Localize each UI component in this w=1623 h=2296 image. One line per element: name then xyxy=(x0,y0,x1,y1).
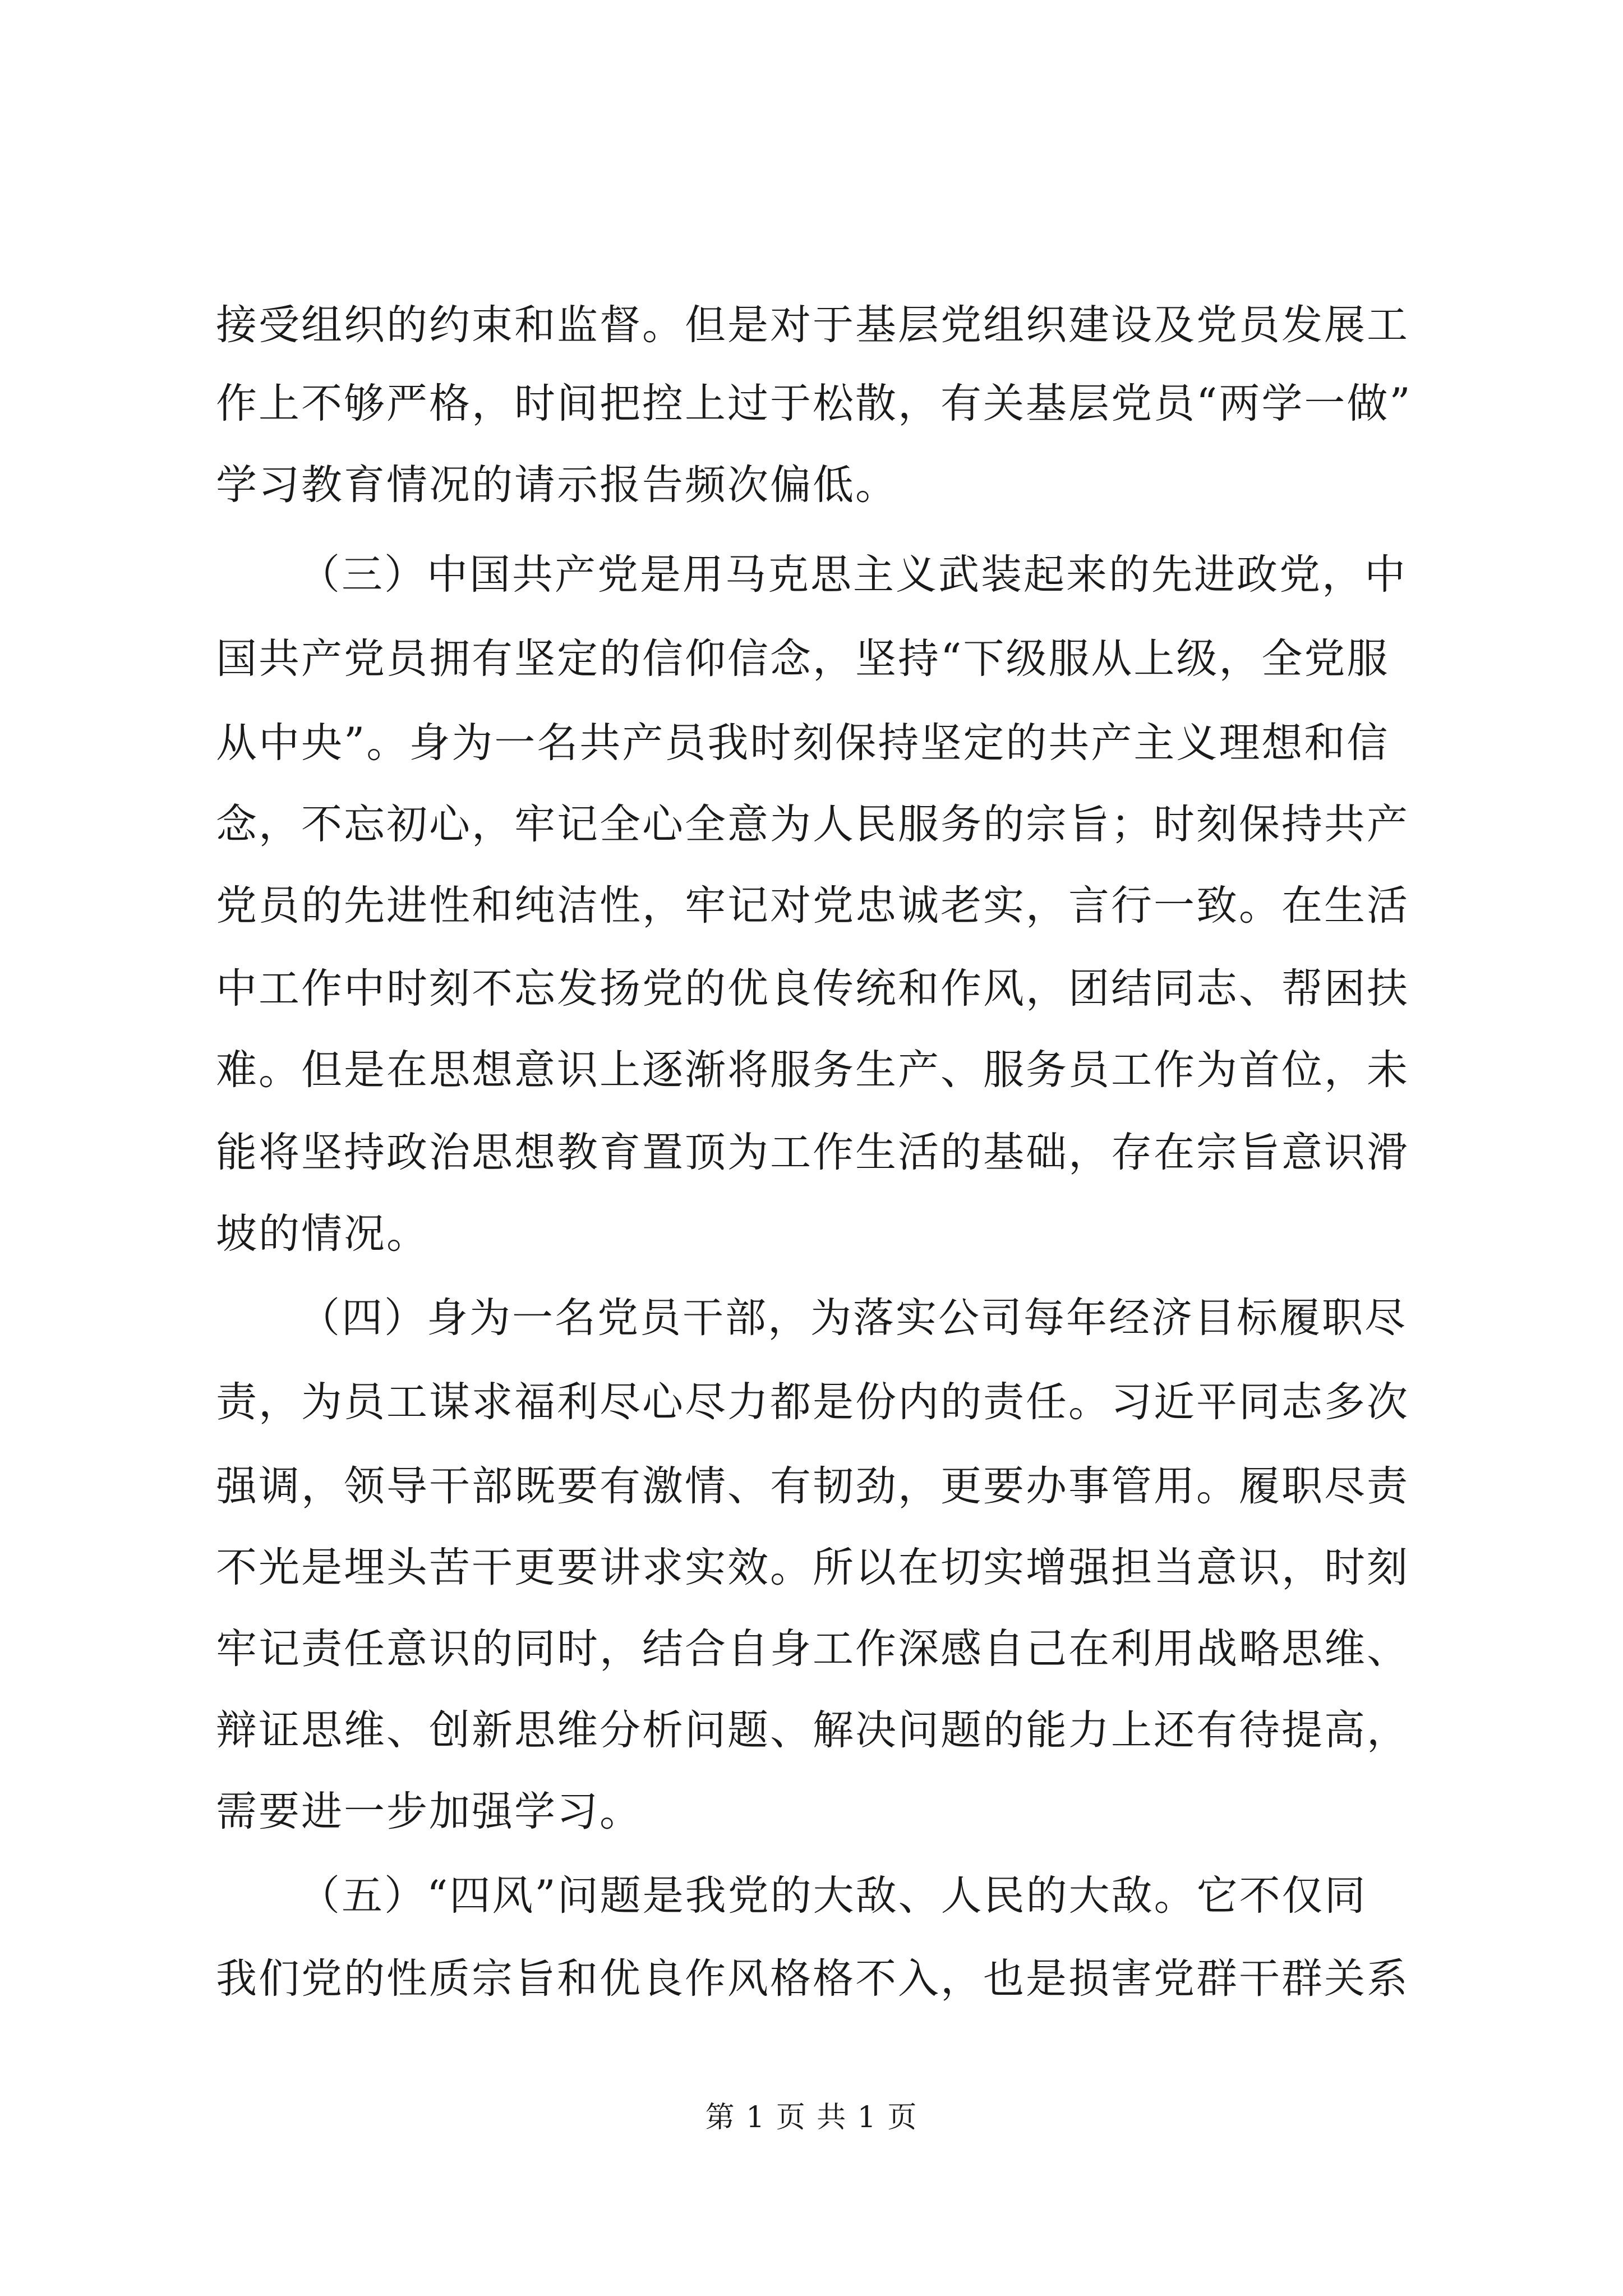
text-line-3: 学习教育情况的请示报告频次偏低。 xyxy=(216,461,898,509)
text-line-11: 能将坚持政治思想教育置顶为工作生活的基础，存在宗旨意识滑 xyxy=(216,1129,1409,1176)
text-line-16: 不光是埋头苦干更要讲求实效。所以在切实增强担当意识，时刻 xyxy=(216,1544,1409,1591)
paragraph-5-first-line: （五）“四风”问题是我党的大敌、人民的大敌。它不仅同 xyxy=(299,1872,1367,1920)
paragraph-4-first-line: （四）身为一名党员干部，为落实公司每年经济目标履职尽 xyxy=(299,1294,1407,1342)
text-line-15: 强调，领导干部既要有激情、有韧劲，更要办事管用。履职尽责 xyxy=(216,1462,1409,1510)
text-line-14: 责，为员工谋求福利尽心尽力都是份内的责任。习近平同志多次 xyxy=(216,1378,1409,1426)
text-line-9: 中工作中时刻不忘发扬党的优良传统和作风，团结同志、帮困扶 xyxy=(216,965,1409,1013)
text-line-6: 从中央”。身为一名共产员我时刻保持坚定的共产主义理想和信 xyxy=(216,719,1390,767)
text-line-8: 党员的先进性和纯洁性，牢记对党忠诚老实，言行一致。在生活 xyxy=(216,882,1409,930)
text-line-12: 坡的情况。 xyxy=(216,1210,429,1258)
text-line-2: 作上不够严格，时间把控上过于松散，有关基层党员“两学一做” xyxy=(216,380,1412,427)
paragraph-3-first-line: （三）中国共产党是用马克思主义武装起来的先进政党，中 xyxy=(299,551,1407,599)
text-line-18: 辩证思维、创新思维分析问题、解决问题的能力上还有待提高， xyxy=(216,1706,1409,1754)
text-line-19: 需要进一步加强学习。 xyxy=(216,1788,642,1835)
text-line-17: 牢记责任意识的同时，结合自身工作深感自己在利用战略思维、 xyxy=(216,1625,1409,1673)
text-line-21: 我们党的性质宗旨和优良作风格格不入，也是损害党群干群关系 xyxy=(216,1955,1409,2003)
text-line-7: 念，不忘初心，牢记全心全意为人民服务的宗旨；时刻保持共产 xyxy=(216,800,1409,848)
text-line-10: 难。但是在思想意识上逐渐将服务生产、服务员工作为首位，未 xyxy=(216,1046,1409,1094)
text-line-1: 接受组织的约束和监督。但是对于基层党组织建设及党员发展工 xyxy=(216,301,1409,349)
page-footer: 第 1 页 共 1 页 xyxy=(705,2101,918,2134)
text-line-5: 国共产党员拥有坚定的信仰信念，坚持“下级服从上级，全党服 xyxy=(216,635,1390,683)
